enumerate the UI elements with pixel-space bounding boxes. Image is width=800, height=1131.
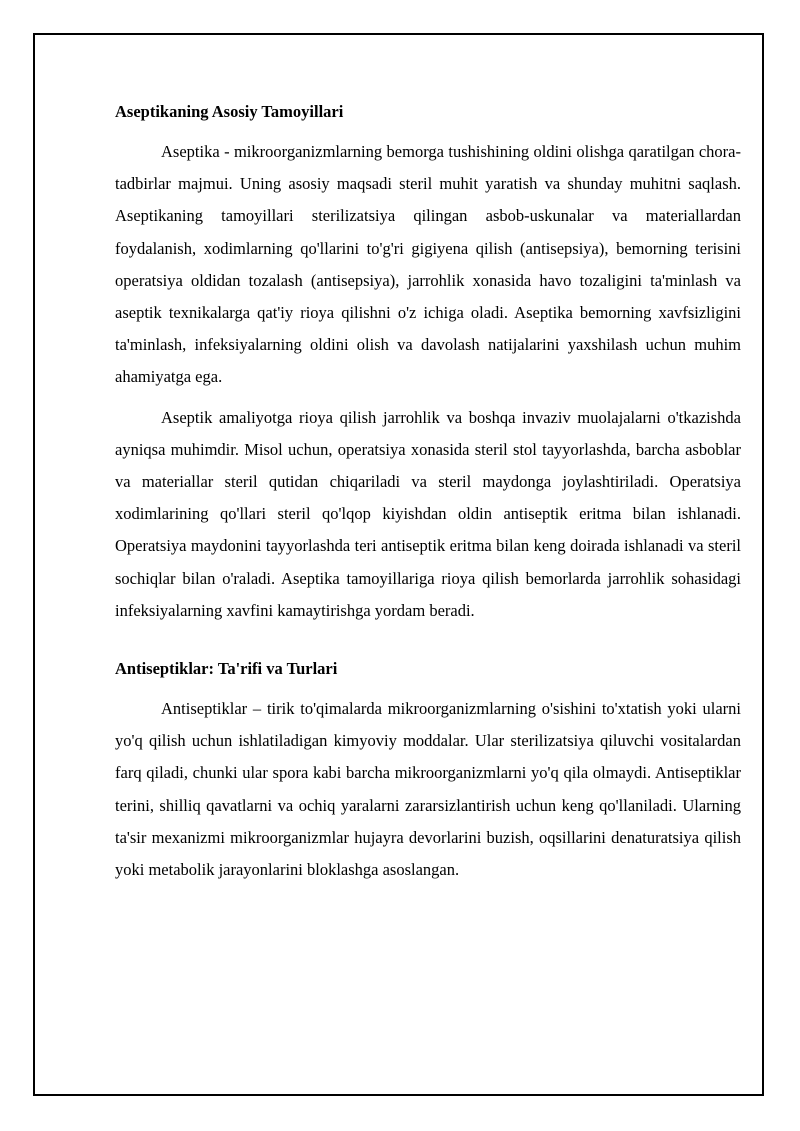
section-antiseptiklar (115, 653, 741, 886)
paragraph: Antiseptiklar – tirik to'qimalarda mikroorganizmlarning o'sishini to'xtatish yoki ularni yo'q qilish uchun ishlatiladigan kimyoviy moddalar. Ular sterilizatsiya qiluvchi vositalardan farq qiladi, chunki ular spora kabi barcha mikroorganizmlarni yo'q qila olmaydi. Antiseptiklar terini, shilliq qavatlarni va ochiq yaralarni zararsizlantirish uchun keng qo'llaniladi. Ularning ta'sir mexanizmi mikroorganizmlar hujayra devorlarini buzish, oqsillarini denaturatsiya qilish yoki metabolik jarayonlarini bloklashga asoslangan. (115, 699, 741, 880)
section-heading: Antiseptiklar: Ta'rifi va Turlari (115, 659, 338, 679)
document-body (115, 96, 741, 886)
paragraph: Aseptika - mikroorganizmlarning bemorga tushishining oldini olishga qaratilgan chora-tadbirlar majmui. Uning asosiy maqsadi steril muhit yaratish va shunday muhitni saqlash. Aseptikaning tamoyillari sterilizatsiya qilingan asbob-uskunalar va materiallardan foydalanish, xodimlarning qo'llarini to'g'ri gigiyena qilish (antisepsiya), bemorning terisini operatsiya oldidan tozalash (antisepsiya), jarrohlik xonasida havo tozaligini ta'minlash va aseptik texnikalarga qat'iy rioya qilishni o'z ichiga oladi. Aseptika bemorning xavfsizligini ta'minlash, infeksiyalarning oldini olish va davolash natijalarini yaxshilash uchun muhim ahamiyatga ega. (115, 142, 741, 387)
paragraph: Aseptik amaliyotga rioya qilish jarrohlik va boshqa invaziv muolajalarni o'tkazishda ayniqsa muhimdir. Misol uchun, operatsiya xonasida steril stol tayyorlashda, barcha asboblar va materiallar steril qutidan chiqariladi va steril maydonga joylashtiriladi. Operatsiya xodimlarining qo'llari steril qo'lqop kiyishdan oldin antiseptik eritma bilan ishlanadi. Operatsiya maydonini tayyorlashda teri antiseptik eritma bilan keng doirada ishlanadi va steril sochiqlar bilan o'raladi. Aseptika tamoyillariga rioya qilish bemorlarda jarrohlik sohasidagi infeksiyalarning xavfini kamaytirishga yordam beradi. (115, 407, 741, 620)
section-heading: Aseptikaning Asosiy Tamoyillari (115, 102, 344, 121)
section-aseptika (115, 96, 741, 627)
